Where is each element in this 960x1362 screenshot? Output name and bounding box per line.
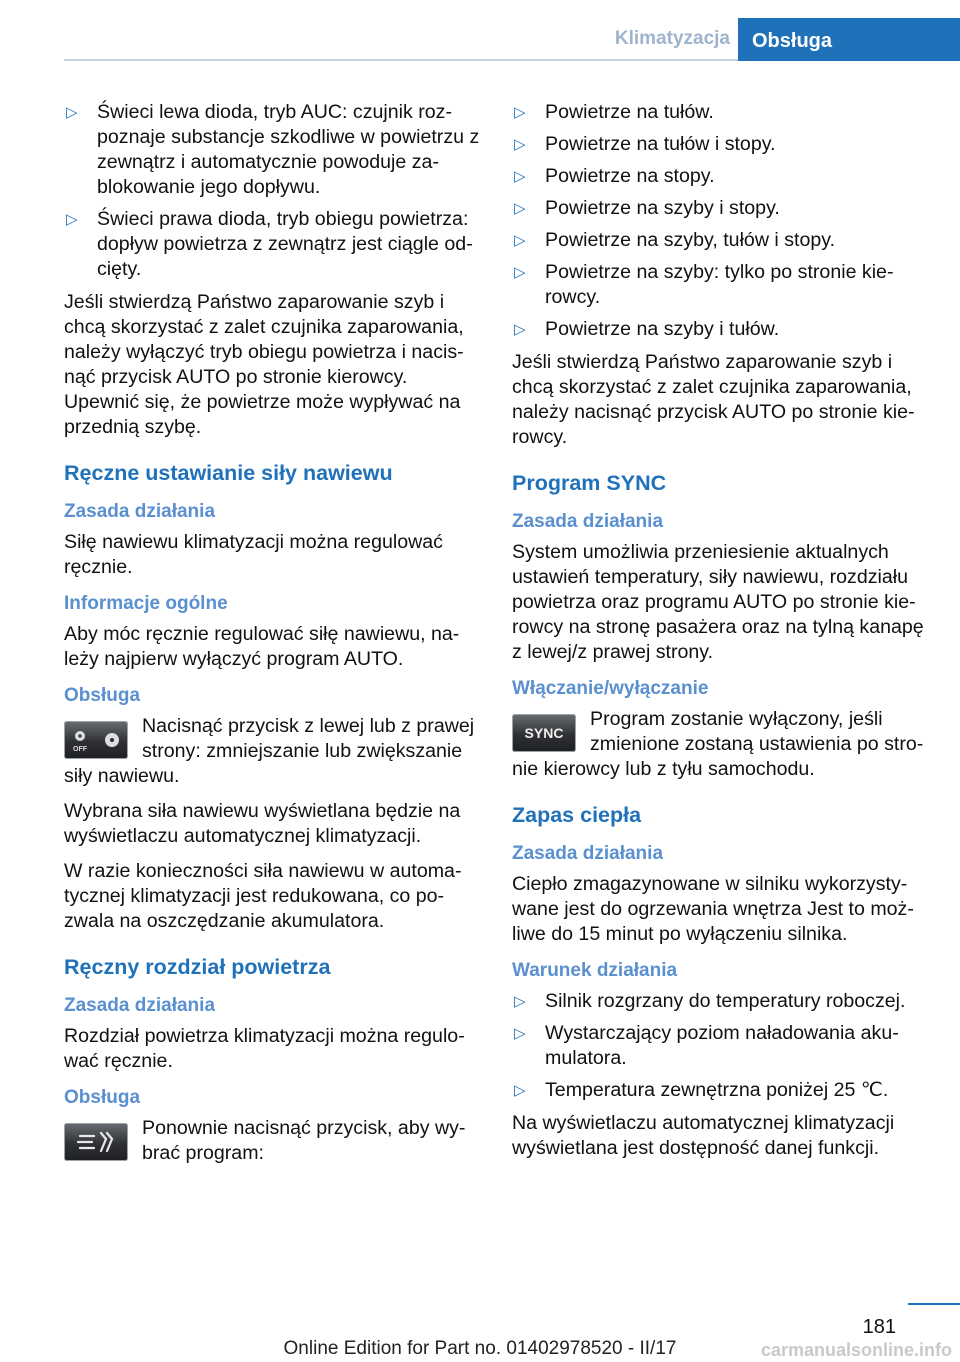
list-item: ▷ Silnik rozgrzany do temperatury roboczej. [514, 990, 906, 1012]
section-heading-sync: Program SYNC [512, 471, 667, 495]
section-heading-fan: Ręczne ustawianie siły nawiewu [64, 461, 393, 485]
subheading: Obsługa [64, 685, 141, 706]
triangle-bullet-icon: ▷ [514, 136, 526, 153]
list-item: ▷ Powietrze na tułów. [514, 101, 714, 123]
triangle-bullet-icon: ▷ [514, 1025, 526, 1042]
subheading: Obsługa [64, 1087, 141, 1108]
paragraph: Siłę nawiewu klimatyzacji można regulować ręcznie. [64, 531, 443, 578]
distribution-operation-block [64, 1116, 482, 1166]
left-column [64, 100, 482, 1176]
sync-button-icon: SYNC [512, 714, 576, 752]
list-item: ▷ Świeci prawa dioda, tryb obiegu powietrza: dopływ powietrza z zewnątrz jest ciągle od‐cięty. [66, 208, 473, 280]
heat-condition-list [512, 989, 932, 1103]
paragraph: Ciepło zmagazynowane w silniku wykorzysty‐wane jest do ogrzewania wnętrza Jest to moż‐liwe do 15 minut po wyłączeniu silnika. [512, 873, 914, 945]
subheading: Informacje ogólne [64, 593, 228, 614]
subheading: Warunek działania [512, 960, 678, 981]
svg-text:OFF: OFF [73, 746, 87, 753]
paragraph: System umożliwia przeniesienie aktualnych ustawień temperatury, siły nawiewu, rozdziału powietrza oraz programu AUTO po stronie kie‐rowcy na stronę pasażera oraz na tylną kanapę z lewej/z prawej strony. [512, 541, 924, 663]
paragraph: Rozdział powietrza klimatyzacji można regulo‐wać ręcznie. [64, 1025, 465, 1072]
list-item: ▷ Powietrze na szyby, tułów i stopy. [514, 229, 836, 251]
subheading: Zasada działania [512, 843, 664, 864]
header-chapter: Klimatyzacja [614, 28, 730, 49]
triangle-bullet-icon: ▷ [514, 232, 526, 249]
list-item: ▷ Powietrze na stopy. [514, 165, 715, 187]
paragraph: Aby móc ręcznie regulować siłę nawiewu, na‐leży najpierw wyłączyć program AUTO. [64, 623, 460, 670]
triangle-bullet-icon: ▷ [514, 1082, 526, 1099]
list-item: ▷ Powietrze na szyby i stopy. [514, 197, 780, 219]
list-item: ▷ Świeci lewa dioda, tryb AUC: czujnik roz‐poznaje substancje szkodliwe w powietrzu z zewnątrz i automatycznie powoduje za‐blokowanie jego dopływu. [66, 101, 480, 198]
paragraph: Jeśli stwierdzą Państwo zaparowanie szyb i chcą skorzystać z zalet czujnika zaparowania, należy nacisnąć przycisk AUTO po stronie kie‐rowcy. [512, 351, 915, 448]
paragraph: Nacisnąć przycisk z lewej lub z prawej strony: zmniejszanie lub zwiększanie siły nawiewu. [64, 715, 475, 787]
air-flow-icon [74, 1129, 118, 1155]
edition-line: Online Edition for Part no. 01402978520 - II/17 [283, 1338, 677, 1359]
right-column [512, 100, 932, 1171]
subheading: Zasada działania [512, 511, 664, 532]
triangle-bullet-icon: ▷ [514, 264, 526, 281]
page-number: 181 [862, 1316, 896, 1338]
list-item: ▷ Powietrze na tułów i stopy. [514, 133, 776, 155]
triangle-bullet-icon: ▷ [66, 211, 78, 228]
air-distribution-button-icon [64, 1123, 128, 1161]
fan-button-icon [64, 721, 128, 759]
fan-operation-block [64, 714, 482, 789]
list-item: ▷ Temperatura zewnętrzna poniżej 25 ℃. [514, 1079, 889, 1101]
triangle-bullet-icon: ▷ [514, 321, 526, 338]
triangle-bullet-icon: ▷ [514, 168, 526, 185]
triangle-bullet-icon: ▷ [514, 200, 526, 217]
air-program-list [512, 100, 932, 342]
watermark: carmanualsonline.info [760, 1340, 952, 1360]
list-item: ▷ Powietrze na szyby i tułów. [514, 318, 780, 340]
paragraph: Jeśli stwierdzą Państwo zaparowanie szyb i chcą skorzystać z zalet czujnika zaparowania, należy wyłączyć tryb obiegu powietrza i nacis‐nąć przycisk AUTO po stronie kierowcy. Upewnić się, że powietrze może wypływać na przednią szybę. [64, 291, 464, 438]
triangle-bullet-icon: ▷ [66, 104, 78, 121]
led-bullet-list [64, 100, 482, 282]
section-heading-distribution: Ręczny rozdział powietrza [64, 955, 331, 979]
subheading: Zasada działania [64, 995, 216, 1016]
sync-block [512, 707, 932, 782]
fan-symbols-icon [66, 725, 126, 755]
list-item: ▷ Powietrze na szyby: tylko po stronie kie‐rowcy. [514, 261, 894, 308]
subheading: Włączanie/wyłączanie [512, 678, 709, 699]
list-item: ▷ Wystarczający poziom naładowania aku‐mulatora. [514, 1022, 899, 1069]
paragraph: Na wyświetlaczu automatycznej klimatyzacji wyświetlana jest dostępność danej funkcji. [512, 1112, 895, 1159]
triangle-bullet-icon: ▷ [514, 993, 526, 1010]
subheading: Zasada działania [64, 501, 216, 522]
paragraph: Wybrana siła nawiewu wyświetlana będzie na wyświetlaczu automatycznej klimatyzacji. [64, 800, 461, 847]
triangle-bullet-icon: ▷ [514, 104, 526, 121]
paragraph: Program zostanie wyłączony, jeśli zmienione zostaną ustawienia po stro‐nie kierowcy lub z tyłu samochodu. [512, 708, 924, 780]
paragraph: Ponownie nacisnąć przycisk, aby wy‐brać program: [142, 1117, 466, 1164]
paragraph: W razie konieczności siła nawiewu w automa‐tycznej klimatyzacji jest redukowana, co po‐zwala na oszczędzanie akumulatora. [64, 860, 462, 932]
section-heading-heat: Zapas ciepła [512, 803, 642, 827]
footer-rule [908, 1303, 960, 1305]
header-section-tab: Obsługa [738, 18, 960, 61]
